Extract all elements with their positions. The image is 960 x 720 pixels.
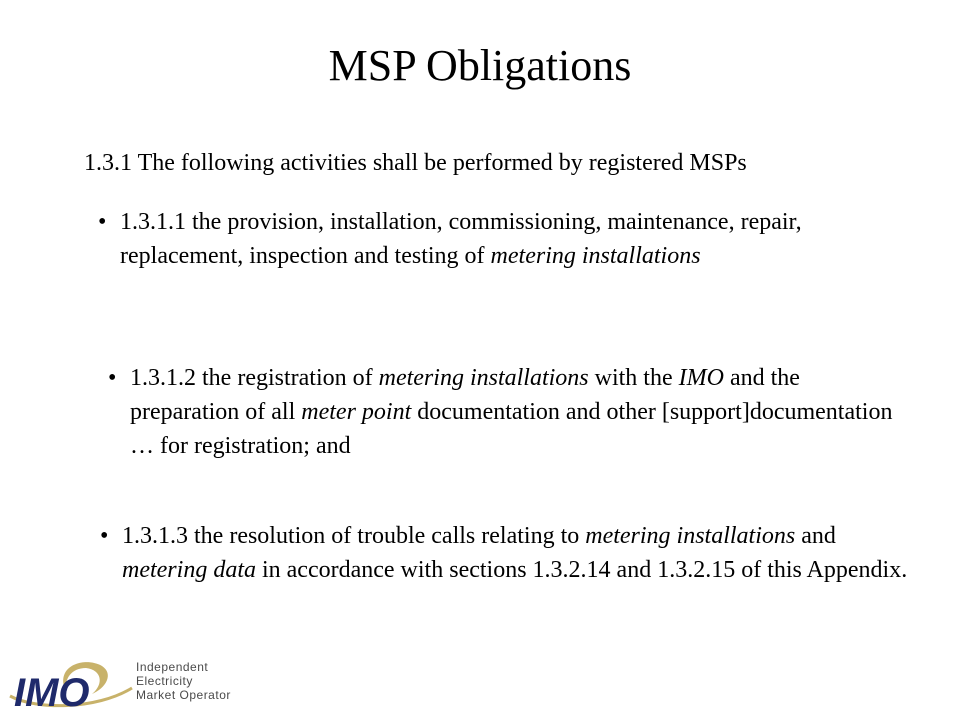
logo-line-3: Market Operator xyxy=(136,688,231,702)
italic-term: metering data xyxy=(122,557,256,583)
italic-term: metering installations xyxy=(585,523,796,549)
slide-title: MSP Obligations xyxy=(328,41,632,90)
bullet-text xyxy=(122,519,912,587)
italic-term: metering installations xyxy=(490,243,701,269)
italic-term: meter point xyxy=(301,399,412,425)
bullet-segment: 1.3.1.2 the registration of xyxy=(130,365,379,391)
bullet-item-1 xyxy=(98,205,910,273)
bullet-item-3 xyxy=(100,519,912,587)
bullet-text xyxy=(120,205,910,273)
bullet-segment: with the xyxy=(588,365,679,391)
bullet-segment: 1.3.1.3 the resolution of trouble calls relating to xyxy=(122,523,586,549)
logo-line-1: Independent xyxy=(136,660,209,674)
logo-mark: IMO xyxy=(14,671,90,714)
intro-text: 1.3.1 The following activities shall be performed by registered MSPs xyxy=(84,150,747,176)
logo-wordmark xyxy=(136,660,231,702)
logo-line-2: Electricity xyxy=(136,674,193,688)
bullet-item-2 xyxy=(108,361,910,463)
bullet-segment: and xyxy=(795,523,836,549)
italic-term: metering installations xyxy=(378,365,589,391)
bullet-marker: • xyxy=(100,523,109,549)
bullet-segment: 1.3.1.1 the provision, installation, commissioning, maintenance, repair, replacement, inspection and testing of xyxy=(120,209,802,269)
bullet-segment: and the preparation of all xyxy=(130,365,800,425)
bullet-segment: in accordance with sections 1.3.2.14 and 1.3.2.15 of this Appendix. xyxy=(255,557,908,583)
bullet-marker: • xyxy=(108,365,117,391)
italic-term: IMO xyxy=(678,365,724,391)
bullet-marker: • xyxy=(98,209,107,235)
bullet-segment: documentation and other [support]documentation … for registration; and xyxy=(130,399,893,459)
bullet-text xyxy=(130,361,910,463)
